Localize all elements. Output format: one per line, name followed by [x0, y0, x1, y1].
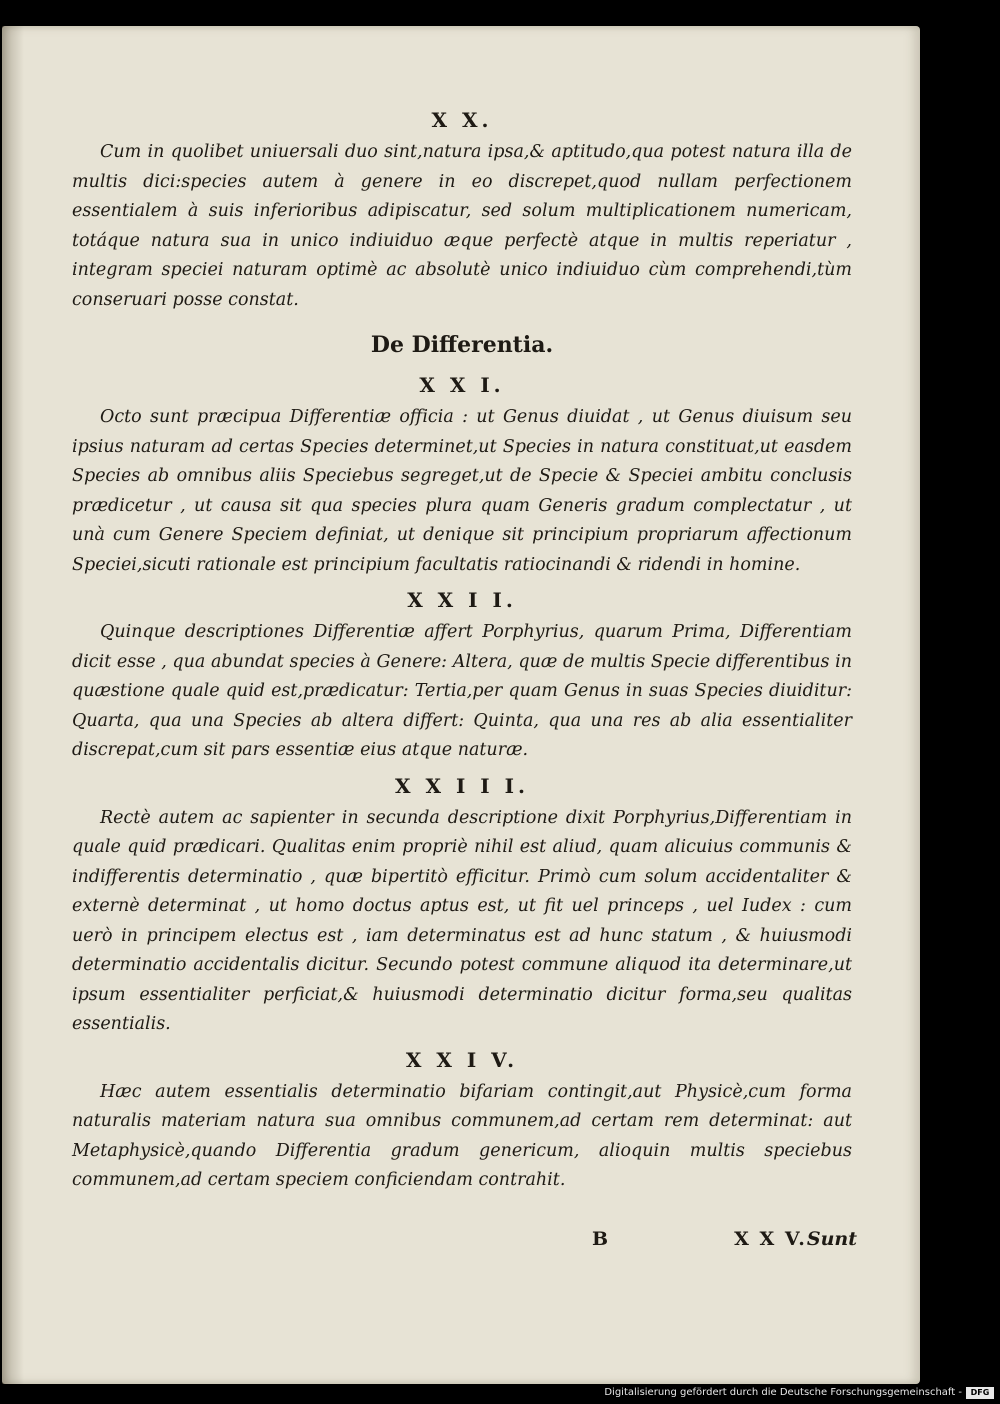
section-heading-23: X X I I I. — [395, 773, 529, 798]
text-block — [72, 102, 852, 1196]
page-footer — [72, 1228, 857, 1260]
signature-mark: B — [592, 1228, 609, 1250]
catchword — [734, 1228, 857, 1250]
section-heading-20: X X. — [431, 108, 493, 132]
digitization-credit: Digitalisierung gefördert durch die Deutsche Forschungsgemeinschaft - — [604, 1387, 962, 1398]
section-title-de-differentia: De Differentia. — [370, 332, 554, 358]
catchword-word: Sunt — [806, 1228, 857, 1250]
paragraph-20: Cum in quolibet uniuersali duo sint,natura ipsa,& aptitudo,qua potest natura illa de multis dici:species autem à genere in eo discrepet,quod nullam perfectionem essentialem à suis inferioribus adipiscatur, sed solum multiplicationem numericam, totáque natura sua in unico indiuiduo æque perfectè atque in multis reperiatur , integram speciei naturam optimè ac absolutè unico indiuiduo cùm comprehendi,tùm conseruari posse constat. — [72, 142, 852, 310]
paragraph-24: Hæc autem essentialis determinatio bifariam contingit,aut Physicè,cum forma naturalis materiam natura sua omnibus communem,ad certam rem determinat: aut Metaphysicè,quando Differentia gradum genericum, alioquin multis speciebus communem,ad certam speciem conficiendam contrahit. — [72, 1081, 852, 1190]
section-heading-24: X X I V. — [405, 1047, 519, 1072]
section-heading-21: X X I. — [419, 373, 505, 397]
dfg-logo: DFG — [966, 1387, 994, 1399]
paragraph-21: Octo sunt præcipua Differentiæ officia : ut Genus diuidat , ut Genus diuisum seu ipsius naturam ad certas Species determinet,ut Species in natura constituat,ut easdem Species ab omnibus aliis Speciebus segreget,ut de Specie & Speciei ambitu conclusis prædicetur , ut causa sit qua species plura quam Generis gradum complectatur , ut unà cum Genere Speciem definiat, ut denique sit principium propriarum affectionum Speciei,sicuti rationale est principium facultatis ratiocinandi & ridendi in homine. — [72, 407, 852, 575]
section-heading-22: X X I I. — [407, 588, 517, 612]
catchword-numeral: X X V. — [734, 1228, 807, 1250]
paragraph-22: Quinque descriptiones Differentiæ affert Porphyrius, quarum Prima, Differentiam dicit esse , qua abundat species à Genere: Altera, quæ de multis Specie differentibus in quæstione quale quid est,prædicatur: Tertia,per quam Genus in suas Species diuiditur: Quarta, qua una Species ab altera differt: Quinta, qua una res ab alia essentialiter discrepat,cum sit pars essentiæ eius atque naturæ. — [72, 622, 852, 760]
book-page — [2, 26, 920, 1384]
paragraph-23: Rectè autem ac sapienter in secunda descriptione dixit Porphyrius,Differentiam in quale quid prædicari. Qualitas enim propriè nihil est aliud, quam alicuius communis & indifferentis determinatio , quæ bipertitò efficitur. Primò cum solum accidentaliter & externè determinat , ut homo doctus aptus est, ut fit uel princeps , uel Iudex : cum uerò in principem electus est , iam determinatus est ad hunc statum , & huiusmodi determinatio accidentalis dicitur. Secundo potest commune aliquod ita determinare,ut ipsum essentialiter perficiat,& huiusmodi determinatio dicitur forma,seu qualitas essentialis. — [72, 807, 852, 1034]
